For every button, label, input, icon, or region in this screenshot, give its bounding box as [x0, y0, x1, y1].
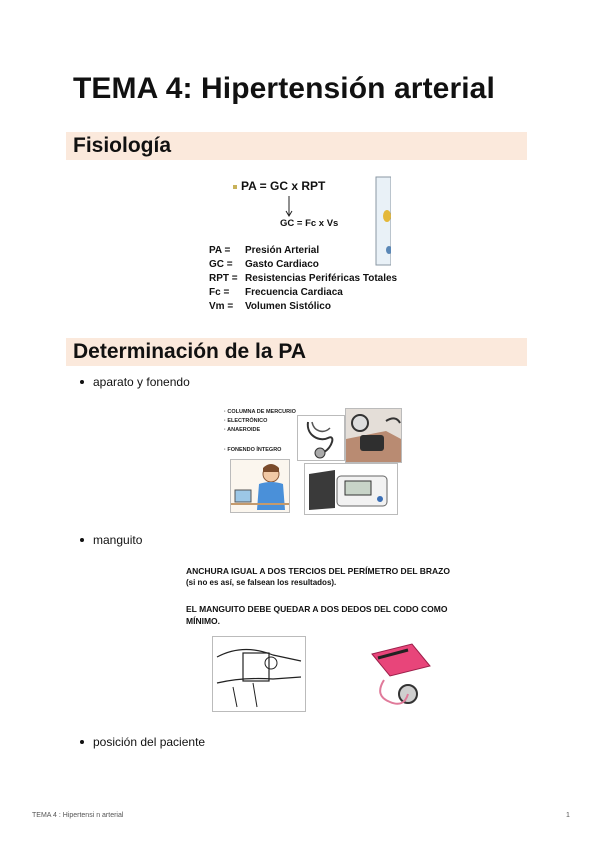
figure-text: ANCHURA IGUAL A DOS TERCIOS DEL PERÍMETRO DEL BRAZO	[186, 566, 450, 576]
legend-row: RPT = Resistencias Periféricas Totales	[209, 273, 398, 284]
section-heading: Fisiología	[73, 134, 172, 157]
formula-legend	[209, 245, 398, 317]
legend-row: PA = Presión Arterial	[209, 245, 320, 256]
arm-drawing-icon	[213, 637, 305, 711]
legend-row: Fc = Frecuencia Cardiaca	[209, 287, 343, 298]
formula-sub: GC = Fc x Vs	[280, 218, 339, 229]
patient-cartoon-photo	[230, 459, 290, 513]
legend-row: GC = Gasto Cardiaco	[209, 259, 319, 270]
figure-label: · COLUMNA DE MERCURIO	[224, 409, 296, 415]
manguito-figure	[186, 564, 450, 714]
formula-figure	[207, 172, 398, 318]
list-item: aparato y fonendo	[80, 375, 190, 389]
bullet-dot-icon	[80, 740, 84, 744]
list-item: posición del paciente	[80, 735, 205, 749]
page-title: TEMA 4: Hipertensión arterial	[73, 72, 495, 105]
blood-pressure-cuff-icon	[346, 409, 401, 462]
figure-label: · ELECTRÓNICO	[224, 418, 268, 424]
arm-cuff-drawing	[212, 636, 306, 712]
person-icon	[231, 460, 289, 512]
aparato-figure	[220, 405, 402, 515]
down-arrow-icon	[285, 196, 293, 218]
pink-cuff-icon	[368, 636, 438, 714]
figure-label: · ANAEROIDE	[224, 427, 261, 433]
figure-label: · FONENDO ÍNTEGRO	[224, 447, 282, 453]
stethoscope-icon	[298, 416, 344, 460]
bullet-dot-icon	[80, 538, 84, 542]
section-heading: Determinación de la PA	[73, 340, 307, 363]
pink-cuff-photo	[368, 636, 438, 714]
page-number: 1	[566, 812, 570, 819]
aneroid-photo	[345, 408, 402, 463]
section-header-fisiologia	[66, 132, 527, 160]
page-footer: TEMA 4 : Hipertensi n arterial	[32, 812, 124, 819]
heart-illustration-icon	[375, 176, 391, 266]
stethoscope-photo	[297, 415, 345, 461]
figure-text: EL MANGUITO DEBE QUEDAR A DOS DEDOS DEL CODO COMO	[186, 604, 448, 614]
legend-row: Vm = Volumen Sistólico	[209, 301, 331, 312]
digital-monitor-icon	[305, 464, 397, 514]
figure-text: (si no es así, se falsean los resultados).	[186, 578, 337, 587]
list-item: manguito	[80, 533, 142, 547]
formula-main: PA = GC x RPT	[241, 179, 326, 193]
figure-text: MÍNIMO.	[186, 616, 220, 626]
electronic-monitor-photo	[304, 463, 398, 515]
bullet-dot-icon	[80, 380, 84, 384]
section-header-determinacion	[66, 338, 527, 366]
bullet-marker-icon	[233, 185, 237, 189]
